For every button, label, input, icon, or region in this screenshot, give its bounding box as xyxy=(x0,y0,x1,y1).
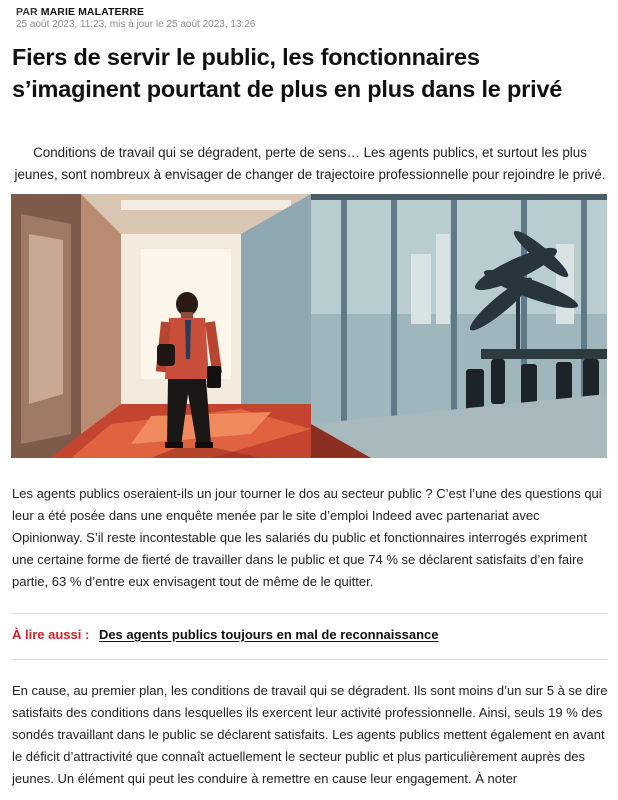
read-also-link[interactable]: Des agents publics toujours en mal de reconnaissance xyxy=(98,627,439,642)
read-also-block xyxy=(12,627,439,642)
article-paragraph-2: En cause, au premier plan, les conditions de travail qui se dégradent. Ils sont moins d’un sur 5 à se dire satisfaits des conditions dans lesquelles ils exercent leur activité professionnelle. Ainsi, seuls 19 % des sondés travaillant dans le public se déclarent satisfaits. Les agents publics mettent également en avant le déficit d’attractivité que connaît actuellement le secteur public et plus particulièrement auprès des jeunes. Un élément qui peut les conduire à remettre en cause leur engagement. À noter xyxy=(12,683,608,786)
article-lead: Conditions de travail qui se dégradent, perte de sens… Les agents publics, et surtout les plus jeunes, sont nombreux à envisager de changer de trajectoire professionnelle pour rejoindre le privé. xyxy=(14,145,606,182)
article-title: Fiers de servir le public, les fonctionnaires s’imaginent pourtant de plus en plus dans le privé xyxy=(12,44,563,102)
byline-prefix: PAR xyxy=(16,6,38,18)
divider xyxy=(12,659,608,660)
read-also-label: À lire aussi : xyxy=(12,627,90,642)
author-name[interactable]: MARIE MALATERRE xyxy=(40,6,145,18)
publication-date: 25 août 2023, 11:23, mis à jour le 25 août 2023, 13:26 xyxy=(16,19,256,30)
article-paragraph-1: Les agents publics oseraient-ils un jour tourner le dos au secteur public ? C’est l’une des questions qui leur a été posée dans une enquête menée par le site d’emploi Indeed avec partenariat avec Opinionway. S’il reste incontestable que les salariés du public et fonctionnaires interrogés expriment une certaine forme de fierté de travailler dans le public et que 74 % se déclarent satisfaits d’en faire partie, 63 % d’entre eux envisagent tout de même de le quitter. xyxy=(12,486,602,589)
hero-image xyxy=(11,194,607,458)
divider xyxy=(12,613,608,614)
byline xyxy=(16,6,144,18)
